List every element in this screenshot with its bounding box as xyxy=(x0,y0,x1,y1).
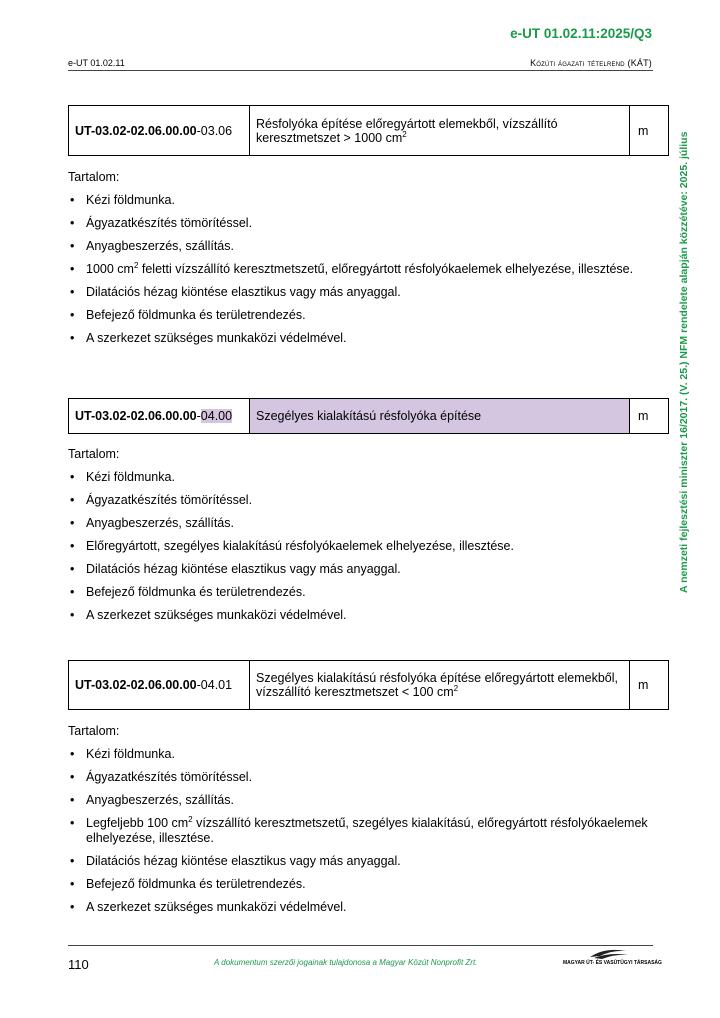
list-item: • Dilatációs hézag kiöntése elasztikus vagy más anyaggal. xyxy=(70,854,401,868)
list-item: • Befejező földmunka és területrendezés. xyxy=(70,308,306,322)
list-item: • Ágyazatkészítés tömörítéssel. xyxy=(70,216,253,230)
side-publication-note: A nemzeti fejlesztési miniszter 16/2017. (V. 25.) NFM rendelete alapján közzétéve: 2025. július xyxy=(678,131,690,593)
footer-divider xyxy=(68,945,653,946)
header-left: e-UT 01.02.11 xyxy=(68,58,125,68)
item-content xyxy=(68,170,648,354)
list-item: • Anyagbeszerzés, szállítás. xyxy=(70,516,234,530)
item-table xyxy=(68,660,669,710)
item-table xyxy=(68,398,669,434)
list-item: • Kézi földmunka. xyxy=(70,193,175,207)
item-unit: m xyxy=(630,106,669,156)
content-label: Tartalom: xyxy=(68,170,120,184)
list-item: • Ágyazatkészítés tömörítéssel. xyxy=(70,493,253,507)
item-title: Szegélyes kialakítású résfolyóka építése xyxy=(250,399,630,434)
item-code: UT-03.02-02.06.00.00-04.00 xyxy=(69,399,250,434)
logo-text: MAGYAR ÚT- ÉS VASÚTÜGYI TÁRSASÁG xyxy=(563,960,662,966)
header-right: Közúti ágazati tételrend (KÁT) xyxy=(530,58,652,68)
content-list xyxy=(68,470,648,623)
list-item: • Befejező földmunka és területrendezés. xyxy=(70,585,306,599)
item-table xyxy=(68,105,669,156)
list-item: • A szerkezet szükséges munkaközi védelmével. xyxy=(70,331,347,345)
organization-logo-icon xyxy=(560,947,654,971)
header-divider xyxy=(68,70,653,71)
copyright-note: A dokumentum szerzői jogainak tulajdonosa a Magyar Közút Nonprofit Zrt. xyxy=(214,958,478,967)
item-unit: m xyxy=(630,399,669,434)
list-item: • Dilatációs hézag kiöntése elasztikus vagy más anyaggal. xyxy=(70,285,401,299)
list-item: • 1000 $cm^2$ feletti vízszállító keresztmetszetű, előregyártott résfolyókaelemek elhelyezése, illesztése. xyxy=(70,260,634,276)
list-item: • Legfeljebb 100 $cm^2$ vízszállító keresztmetszetű, szegélyes kialakítású, előregyártott résfolyókaelemek elhelyezése, illesztése. xyxy=(70,814,648,845)
content-list xyxy=(68,193,648,346)
content-label: Tartalom: xyxy=(68,724,120,738)
list-item: • Ágyazatkészítés tömörítéssel. xyxy=(70,770,253,784)
list-item: • Kézi földmunka. xyxy=(70,470,175,484)
item-code: UT-03.02-02.06.00.00-03.06 xyxy=(69,106,250,156)
page-number: 110 xyxy=(68,957,89,972)
list-item: • A szerkezet szükséges munkaközi védelmével. xyxy=(70,608,347,622)
list-item: • Befejező földmunka és területrendezés. xyxy=(70,877,306,891)
item-unit: m xyxy=(630,661,669,710)
document-code: e-UT 01.02.11:2025/Q3 xyxy=(510,26,652,41)
item-title: Szegélyes kialakítású résfolyóka építése előregyártott elemekből, vízszállító keresztmetszet < 100 $cm^2$ xyxy=(250,661,630,710)
list-item: • Előregyártott, szegélyes kialakítású résfolyókaelemek elhelyezése, illesztése. xyxy=(70,539,514,553)
list-item: • Dilatációs hézag kiöntése elasztikus vagy más anyaggal. xyxy=(70,562,401,576)
item-content xyxy=(68,447,648,631)
item-title: Résfolyóka építése előregyártott elemekből, vízszállító keresztmetszet > 1000 $cm^2$ xyxy=(250,106,630,156)
content-list xyxy=(68,747,648,915)
item-content xyxy=(68,724,648,923)
item-code: UT-03.02-02.06.00.00-04.01 xyxy=(69,661,250,710)
list-item: • A szerkezet szükséges munkaközi védelmével. xyxy=(70,900,347,914)
list-item: • Anyagbeszerzés, szállítás. xyxy=(70,239,234,253)
content-label: Tartalom: xyxy=(68,447,120,461)
list-item: • Kézi földmunka. xyxy=(70,747,175,761)
list-item: • Anyagbeszerzés, szállítás. xyxy=(70,793,234,807)
